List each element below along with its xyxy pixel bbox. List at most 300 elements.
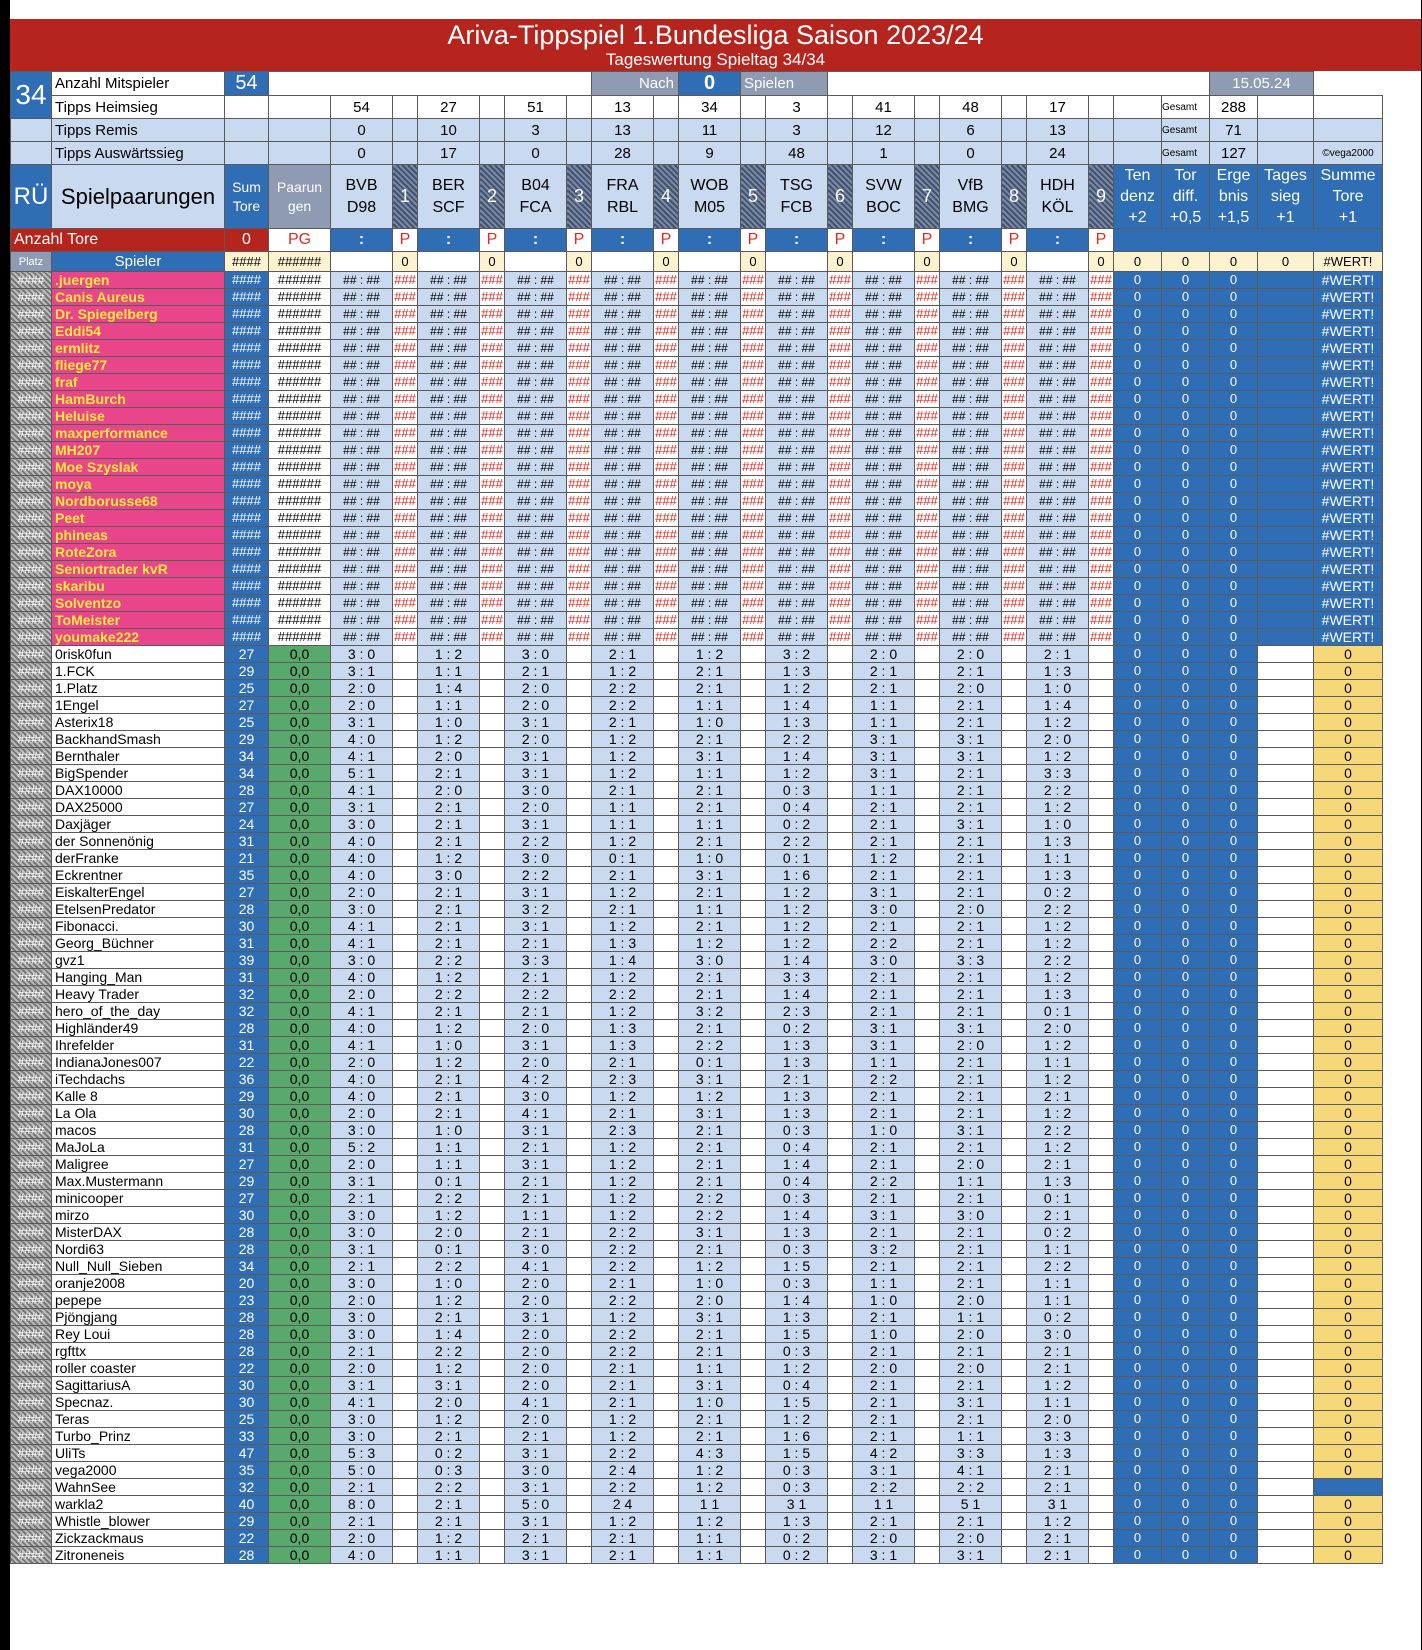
team-away: FCB — [780, 198, 813, 216]
points-hash: ### — [568, 289, 590, 304]
points-blank — [1089, 1105, 1114, 1122]
player-name: 1.Platz — [52, 680, 225, 697]
player-tip: 2 : 1 — [679, 986, 741, 1003]
tip-hash: ## : ## — [940, 374, 1002, 391]
points-blank — [480, 799, 505, 816]
tagessieg-blank — [1258, 289, 1314, 306]
points-blank — [1089, 1071, 1114, 1088]
blank — [567, 142, 592, 165]
player-tip: 3 : 0 — [1027, 1326, 1089, 1343]
points-blank — [567, 1139, 592, 1156]
player-tip: 2 : 1 — [853, 1411, 915, 1428]
points-blank — [393, 935, 418, 952]
tip-hash: ## : ## — [940, 459, 1002, 476]
points-blank — [828, 765, 853, 782]
points-blank — [741, 1258, 766, 1275]
player-sum: 29 — [225, 1088, 269, 1105]
tip-hash: ## : ## — [766, 544, 828, 561]
points-hash: ### — [916, 272, 938, 287]
points-hash: ### — [394, 544, 416, 559]
score-zero: 0 — [1114, 1462, 1162, 1479]
points-hash: ### — [568, 578, 590, 593]
player-name: Eddi54 — [52, 323, 225, 340]
points-blank — [393, 646, 418, 663]
points-hash: ### — [394, 289, 416, 304]
points-hash: ### — [829, 578, 851, 593]
points-blank — [741, 663, 766, 680]
points-blank — [1089, 1326, 1114, 1343]
player-name: DAX10000 — [52, 782, 225, 799]
points-blank — [567, 1054, 592, 1071]
points-blank — [1002, 1275, 1027, 1292]
tip-hash: ## : ## — [331, 357, 393, 374]
player-tip: 2 : 1 — [418, 1513, 480, 1530]
player-tip: 3 : 0 — [331, 1411, 393, 1428]
player-tip: 2 : 1 — [505, 1003, 567, 1020]
platz-header: Platz — [11, 252, 52, 272]
score-zero: 0 — [1114, 252, 1162, 272]
tagessieg-blank — [1258, 306, 1314, 323]
player-tip: 1 : 1 — [1027, 1292, 1089, 1309]
player-tip: 4 : 1 — [331, 1037, 393, 1054]
points-blank — [741, 1513, 766, 1530]
score-zero: 0 — [1210, 952, 1258, 969]
player-name: Ihrefelder — [52, 1037, 225, 1054]
points-blank — [480, 1530, 505, 1547]
tip-hash: ## : ## — [679, 561, 741, 578]
player-tip: 2 : 1 — [418, 884, 480, 901]
points-blank — [654, 731, 679, 748]
player-tip: 3 : 1 — [679, 748, 741, 765]
points-blank — [741, 884, 766, 901]
blank — [1089, 96, 1114, 119]
player-tip: 4 : 1 — [331, 1003, 393, 1020]
player-tip: 2 : 0 — [331, 697, 393, 714]
score-zero: 0 — [1162, 493, 1210, 510]
player-tip: 1 : 2 — [592, 1309, 654, 1326]
player-tip: 2 : 1 — [940, 833, 1002, 850]
points-blank — [567, 714, 592, 731]
score-zero: 0 — [1114, 663, 1162, 680]
label: Erge — [1216, 167, 1251, 184]
tip-hash: ## : ## — [853, 408, 915, 425]
player-tip: 1 : 3 — [766, 1088, 828, 1105]
points-hash: ### — [568, 459, 590, 474]
points-blank — [828, 714, 853, 731]
points-hash: ### — [829, 527, 851, 542]
team-away: SCF — [432, 198, 465, 216]
pg-hash: ###### — [269, 459, 331, 476]
score-zero: 0 — [1114, 1241, 1162, 1258]
points-hash: ### — [742, 544, 764, 559]
player-tip: 1 : 1 — [679, 1547, 741, 1564]
gesamt-remis: 71 — [1210, 119, 1258, 142]
tip-hash: ## : ## — [679, 459, 741, 476]
player-name: mirzo — [52, 1207, 225, 1224]
points-hash: ### — [655, 408, 677, 423]
points-blank — [741, 969, 766, 986]
player-pg: 0,0 — [269, 1207, 331, 1224]
player-tip: 5 : 1 — [331, 765, 393, 782]
points-blank — [480, 714, 505, 731]
player-tip: 2 : 1 — [679, 1173, 741, 1190]
player-tip: 2 : 2 — [766, 731, 828, 748]
player-tip: 4 : 1 — [940, 1462, 1002, 1479]
tagessieg-blank — [1258, 1496, 1314, 1513]
points-blank — [393, 1547, 418, 1564]
points-hash: ### — [394, 459, 416, 474]
player-tip: 1 : 5 — [766, 1258, 828, 1275]
points-hash: ### — [568, 442, 590, 457]
summe-zero: 0 — [1314, 1496, 1383, 1513]
pg-hash: ###### — [269, 306, 331, 323]
points-blank — [915, 1360, 940, 1377]
tip-hash: ## : ## — [505, 493, 567, 510]
points-blank — [1002, 816, 1027, 833]
points-blank — [480, 1326, 505, 1343]
score-zero: 0 — [1114, 1224, 1162, 1241]
player-tip: 1 : 0 — [418, 1122, 480, 1139]
player-tip: 8 : 0 — [331, 1496, 393, 1513]
points-blank — [1002, 663, 1027, 680]
score-zero: 0 — [1210, 782, 1258, 799]
team-home: SVW — [865, 176, 902, 194]
player-tip: 1 : 3 — [766, 714, 828, 731]
score-zero: 0 — [1210, 1292, 1258, 1309]
score-zero: 0 — [1162, 714, 1210, 731]
score-zero: 0 — [1210, 1496, 1258, 1513]
player-tip: 5 : 3 — [331, 1445, 393, 1462]
summe-zero: 0 — [1314, 1309, 1383, 1326]
player-tip: 1 : 4 — [418, 1326, 480, 1343]
player-name: ToMeister — [52, 612, 225, 629]
points-blank — [654, 1105, 679, 1122]
points-hash: ### — [1090, 391, 1112, 406]
points-hash: ### — [655, 629, 677, 644]
player-name: IndianaJones007 — [52, 1054, 225, 1071]
points-hash: ### — [1090, 612, 1112, 627]
tagessieg-blank — [1258, 986, 1314, 1003]
tagessieg-blank — [1258, 884, 1314, 901]
score-zero: 0 — [1114, 935, 1162, 952]
player-tip: 2 : 2 — [592, 1258, 654, 1275]
score-zero: 0 — [1210, 1241, 1258, 1258]
points-hash: ### — [829, 595, 851, 610]
points-blank — [1002, 1224, 1027, 1241]
player-tip: 2 : 1 — [853, 1139, 915, 1156]
points-hash: ### — [481, 272, 503, 287]
player-tip: 0 : 2 — [418, 1445, 480, 1462]
points-hash: ### — [916, 408, 938, 423]
summe-zero: 0 — [1314, 1071, 1383, 1088]
score-zero: 0 — [1114, 1496, 1162, 1513]
score-zero: 0 — [1162, 697, 1210, 714]
player-tip: 4 : 0 — [331, 833, 393, 850]
blank — [1027, 252, 1089, 272]
summe-zero: 0 — [1314, 833, 1383, 850]
player-tip: 4 : 0 — [331, 1088, 393, 1105]
points-blank — [567, 1479, 592, 1496]
score-zero: 0 — [1210, 1258, 1258, 1275]
points-hash: ### — [655, 306, 677, 321]
tip-hash: ## : ## — [592, 578, 654, 595]
tip-hash: ## : ## — [853, 374, 915, 391]
points-hash: ### — [394, 306, 416, 321]
points-hash: ### — [1090, 442, 1112, 457]
points-blank — [1089, 1394, 1114, 1411]
points-blank — [654, 833, 679, 850]
points-hash: ### — [916, 340, 938, 355]
player-tip: 2 : 2 — [418, 986, 480, 1003]
summe-zero: 0 — [1314, 1428, 1383, 1445]
sum-hash: #### — [225, 629, 269, 646]
score-zero: 0 — [1114, 748, 1162, 765]
points-blank — [828, 1139, 853, 1156]
player-tip: 2 : 1 — [940, 969, 1002, 986]
team-away: BOC — [866, 198, 901, 216]
points-blank — [1002, 782, 1027, 799]
player-tip: 1 : 2 — [1027, 714, 1089, 731]
score-zero: 0 — [1114, 323, 1162, 340]
points-blank — [480, 884, 505, 901]
points-hash: ### — [1090, 425, 1112, 440]
points-hash: ### — [1003, 425, 1025, 440]
points-blank — [1089, 731, 1114, 748]
score-zero: 0 — [1210, 442, 1258, 459]
tip-hash: ## : ## — [679, 578, 741, 595]
player-tip: 2 : 0 — [940, 1530, 1002, 1547]
label: Paarun — [276, 178, 323, 195]
player-name: Heavy Trader — [52, 986, 225, 1003]
player-tip: 2 : 2 — [418, 1343, 480, 1360]
tip-hash: ## : ## — [505, 595, 567, 612]
player-tip: 5 : 0 — [331, 1462, 393, 1479]
points-blank — [567, 1530, 592, 1547]
player-tip: 3 : 0 — [331, 1275, 393, 1292]
pg-hash: ###### — [269, 629, 331, 646]
player-tip: 2 : 1 — [940, 1343, 1002, 1360]
player-tip: 1 : 2 — [592, 1513, 654, 1530]
points-hash: ### — [481, 289, 503, 304]
points-blank — [393, 663, 418, 680]
points-hash: ### — [1090, 289, 1112, 304]
nach-value: 0 — [679, 72, 741, 96]
points-blank — [741, 680, 766, 697]
summe-zero: 0 — [1314, 1275, 1383, 1292]
player-tip: 2 : 2 — [1027, 1258, 1089, 1275]
score-zero: 0 — [1162, 459, 1210, 476]
summe-zero: 0 — [1314, 1156, 1383, 1173]
points-blank — [567, 1071, 592, 1088]
score-zero: 0 — [1210, 1122, 1258, 1139]
points-blank — [828, 680, 853, 697]
tip-hash: ## : ## — [505, 510, 567, 527]
points-blank — [1002, 935, 1027, 952]
player-tip: 1 : 2 — [766, 918, 828, 935]
player-tip: 2 : 1 — [940, 918, 1002, 935]
points-hash: ### — [742, 357, 764, 372]
player-tip: 2 : 2 — [679, 1037, 741, 1054]
tip-hash: ## : ## — [766, 510, 828, 527]
points-hash: ### — [829, 510, 851, 525]
tipps-remis-value: 10 — [418, 119, 480, 142]
points-blank — [654, 1547, 679, 1564]
points-hash: ### — [1090, 510, 1112, 525]
tagessieg-blank — [1258, 1360, 1314, 1377]
player-tip: 2 : 1 — [940, 663, 1002, 680]
points-blank — [480, 1190, 505, 1207]
result-colon: : — [940, 229, 1002, 252]
gesamt-label: Gesamt — [1162, 142, 1210, 165]
team-away: M05 — [693, 198, 726, 216]
player-tip: 2 : 0 — [853, 646, 915, 663]
points-blank — [915, 884, 940, 901]
score-zero: 0 — [1114, 629, 1162, 646]
points-blank — [828, 1292, 853, 1309]
platz-hash: #### — [11, 1496, 52, 1513]
points-blank — [1002, 1020, 1027, 1037]
points-hash: ### — [742, 340, 764, 355]
points-hash: ### — [829, 425, 851, 440]
player-tip: 2 : 2 — [853, 1479, 915, 1496]
summe-zero: 0 — [1314, 816, 1383, 833]
points-blank — [1089, 884, 1114, 901]
tip-hash: ## : ## — [679, 357, 741, 374]
tip-hash: ## : ## — [331, 612, 393, 629]
platz-hash: #### — [11, 1462, 52, 1479]
points-blank — [1002, 748, 1027, 765]
points-blank — [1002, 1513, 1027, 1530]
tip-hash: ## : ## — [1027, 357, 1089, 374]
points-blank — [567, 833, 592, 850]
player-tip: 4 : 0 — [331, 731, 393, 748]
tip-hash: ## : ## — [766, 289, 828, 306]
points-blank — [1002, 1445, 1027, 1462]
points-blank — [654, 1207, 679, 1224]
team-home: HDH — [1040, 176, 1075, 194]
tip-hash: ## : ## — [766, 408, 828, 425]
player-tip: 2 : 1 — [679, 918, 741, 935]
points-blank — [915, 765, 940, 782]
player-tip: 2 : 2 — [592, 1326, 654, 1343]
points-blank — [1002, 1207, 1027, 1224]
points-blank — [480, 952, 505, 969]
tagessieg-blank — [1258, 561, 1314, 578]
points-hash: ### — [916, 612, 938, 627]
points-blank — [741, 1275, 766, 1292]
score-zero: 0 — [1210, 476, 1258, 493]
player-tip: 2 : 1 — [592, 714, 654, 731]
team-home: FRA — [606, 176, 639, 194]
points-blank — [1089, 1241, 1114, 1258]
player-tip: 1 : 2 — [592, 1173, 654, 1190]
tip-hash: ## : ## — [1027, 374, 1089, 391]
player-tip: 4 : 1 — [505, 1105, 567, 1122]
score-zero: 0 — [1210, 1411, 1258, 1428]
summe-wert: #WERT! — [1314, 561, 1383, 578]
score-zero: 0 — [1210, 1207, 1258, 1224]
player-name: Highländer49 — [52, 1020, 225, 1037]
tip-hash: ## : ## — [853, 561, 915, 578]
points-blank — [567, 986, 592, 1003]
player-tip: 1 : 1 — [418, 697, 480, 714]
sum-hash: #### — [225, 323, 269, 340]
summe-zero: 0 — [1314, 901, 1383, 918]
points-hash: ### — [568, 408, 590, 423]
points-hash: ### — [916, 357, 938, 372]
points-blank — [828, 833, 853, 850]
blank — [418, 252, 480, 272]
player-pg: 0,0 — [269, 1122, 331, 1139]
tip-hash: ## : ## — [853, 544, 915, 561]
points-hash: ### — [481, 544, 503, 559]
points-blank — [1002, 714, 1027, 731]
player-sum: 27 — [225, 1190, 269, 1207]
player-tip: 3 : 1 — [505, 1122, 567, 1139]
points-hash: ### — [916, 578, 938, 593]
points-blank — [393, 697, 418, 714]
score-zero: 0 — [1162, 867, 1210, 884]
gesamt-auswaerts: 127 — [1210, 142, 1258, 165]
points-blank — [654, 1275, 679, 1292]
tagessieg-blank — [1258, 391, 1314, 408]
points-blank — [741, 1020, 766, 1037]
tip-hash: ## : ## — [766, 595, 828, 612]
points-blank — [915, 1207, 940, 1224]
points-blank — [741, 1309, 766, 1326]
points-blank — [915, 748, 940, 765]
tip-hash: ## : ## — [505, 272, 567, 289]
player-tip: 1 : 3 — [766, 1309, 828, 1326]
points-blank — [480, 1037, 505, 1054]
points-blank — [1002, 1411, 1027, 1428]
player-tip: 3 : 0 — [331, 646, 393, 663]
points-blank — [741, 1360, 766, 1377]
summe-zero: 0 — [1314, 782, 1383, 799]
tip-hash: ## : ## — [418, 629, 480, 646]
player-tip: 2 : 1 — [940, 1224, 1002, 1241]
platz-hash: #### — [11, 408, 52, 425]
points-zero: 0 — [828, 252, 853, 272]
points-hash: ### — [1003, 595, 1025, 610]
summe-zero: 0 — [1314, 1173, 1383, 1190]
player-tip: 2 : 1 — [853, 1088, 915, 1105]
player-tip: 3 : 1 — [331, 799, 393, 816]
pg-hash: ###### — [269, 612, 331, 629]
score-zero: 0 — [1114, 1003, 1162, 1020]
tip-hash: ## : ## — [766, 340, 828, 357]
player-tip: 2 : 1 — [592, 1360, 654, 1377]
player-tip: 2 : 1 — [940, 1258, 1002, 1275]
score-zero: 0 — [1210, 629, 1258, 646]
player-tip: 2 : 0 — [505, 1326, 567, 1343]
player-name: EiskalterEngel — [52, 884, 225, 901]
points-hash: ### — [655, 357, 677, 372]
pg-hash: ###### — [269, 561, 331, 578]
points-blank — [393, 833, 418, 850]
points-hash: ### — [742, 391, 764, 406]
points-blank — [480, 1173, 505, 1190]
points-blank — [480, 1309, 505, 1326]
points-blank — [567, 1207, 592, 1224]
sum-hash: #### — [225, 357, 269, 374]
points-blank — [480, 867, 505, 884]
player-tip: 2 : 1 — [853, 1258, 915, 1275]
tagessieg-blank — [1258, 442, 1314, 459]
points-blank — [915, 1292, 940, 1309]
tagessieg-blank — [1258, 935, 1314, 952]
tipps-remis-value: 0 — [331, 119, 393, 142]
